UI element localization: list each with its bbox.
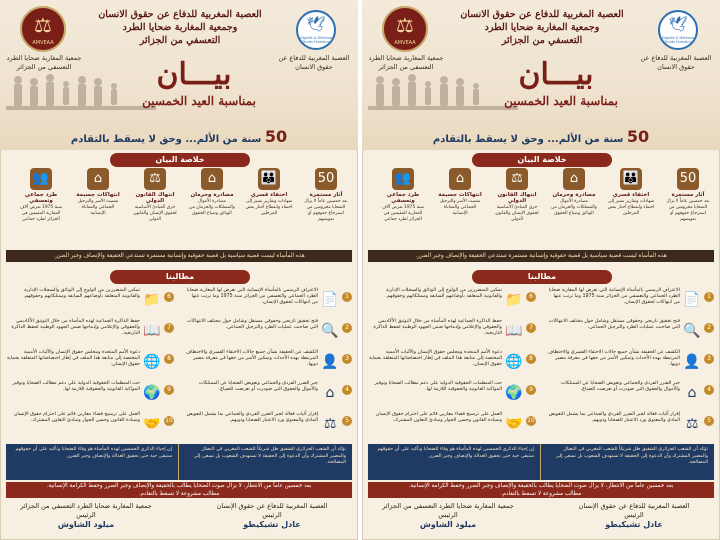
closing-text: بعد خمسين عاماً من الانتظار، لا يزال صوت الضحايا يطالب بالحقيقة والإنصاف وجبر الضرر وحفظ الكرامة الإنسانية. (408, 483, 674, 489)
signature-name: ميلود الشاوش (57, 520, 115, 529)
summary-row (8, 168, 350, 240)
logo-label: Dignité & Défense Droits Humains (300, 36, 332, 44)
slogan (30, 126, 328, 148)
statement-title: بيـــان (156, 57, 232, 92)
demands-heading: مطالبنا (472, 270, 612, 284)
signature-role: الرئيس (624, 511, 644, 519)
demand-item (546, 288, 714, 317)
demand-number: 3 (704, 354, 714, 364)
demand-item (184, 381, 352, 410)
league-logo (658, 10, 698, 50)
folder-icon: 📁 (143, 292, 161, 308)
scales-icon: ⚖ (685, 416, 699, 432)
summary-strip: هذه المأساة ليست قضية سياسية بل قضية حقوقية وإنسانية مستمرة تستدعي الحقيقة والإنصاف وجبر الضرر. (6, 250, 352, 262)
org-title-line: التعسفي من الجزائر (139, 35, 221, 46)
house-icon: ⌂ (201, 168, 223, 190)
org-title-line: التعسفي من الجزائر (501, 35, 583, 46)
org-title-line: وجمعية المغاربة ضحايا الطرد (122, 22, 238, 33)
summary-item (607, 168, 655, 240)
amveaa-logo (382, 6, 428, 52)
demand-item (368, 319, 536, 348)
demand-item (184, 412, 352, 441)
demand-number: 8 (164, 354, 174, 364)
logo-label: Dignité & Défense Droits Humains (662, 36, 694, 44)
globe-icon: 🌍 (505, 385, 523, 401)
footer-box (368, 444, 714, 480)
demand-item (6, 412, 174, 441)
demand-number: 9 (526, 385, 536, 395)
demand-text: حث المنظمات الحقوقية الدولية على دعم مطالب الضحايا وتوفير المواكبة القانونية والحقوقية اللازمة لها. (12, 381, 140, 393)
demand-text: الكشف عن الحقيقة بشأن جميع حالات الاختفاء القسري والاختطاف المرتبطة بهذه الأحداث وتمكين الأسر من حقها في معرفة مصير ذويها. (548, 350, 680, 368)
summary-item-text: سنة 1975 تعرض آلاف المغاربة المقيمين في الجزائر لطرد جماعي (381, 205, 425, 222)
demand-number: 5 (342, 416, 352, 426)
amveaa-logo (20, 6, 66, 52)
logo-label: AMVEAA (394, 40, 416, 46)
summary-item-text: تشتيت الأسر والترحيل الجماعي والمعاناة الإنسانية (77, 199, 119, 216)
demand-number: 4 (342, 385, 352, 395)
un-icon: 🌐 (505, 354, 523, 370)
poster-panel-right (362, 0, 720, 540)
demand-item (184, 288, 352, 317)
summary-item-title: مصادرة وحرمان (552, 192, 596, 198)
house-icon: ⌂ (563, 168, 585, 190)
demand-text: دعوة الأمم المتحدة ومجلس حقوق الإنسان والآليات الأممية المختصة إلى متابعة هذا الملف في إطار اختصاصاتها المتعلقة بحماية حقوق الإنسان. (368, 350, 502, 368)
demand-number: 7 (164, 323, 174, 333)
demand-text: حفظ الذاكرة الجماعية لهذه المأساة من خلال التوثيق الأكاديمي والحقوقي والإعلامي وإدماجها ضمن الجهود الوطنية لحفظ الذاكرة التاريخية. (373, 319, 502, 337)
closing-text: بعد خمسين عاماً من الانتظار، لا يزال صوت الضحايا يطالب بالحقيقة والإنصاف وجبر الضرر وحفظ الكرامة الإنسانية. (46, 483, 312, 489)
signature-role: الرئيس (262, 511, 282, 519)
slogan-number: 50 (264, 127, 288, 146)
demand-text: تمكين المتضررين من الولوج إلى الوثائق والسجلات الإدارية والقانونية المتعلقة بأوضاعهم السابقة وممتلكاتهم وحقوقهم. (23, 288, 140, 300)
demand-number: 6 (164, 292, 174, 302)
demand-item (6, 319, 174, 348)
side-caption-left: جمعية المغاربة ضحايا الطرد التعسفي من الجزائر (368, 54, 444, 71)
demand-text: الاعتراف الرسمي بالمأساة الإنسانية التي تعرض لها المغاربة ضحايا الطرد الجماعي والتعسفي من الجزائر سنة 1975 وما ترتب عنها من انتهاكات لحقوق الإنسان. (548, 288, 680, 306)
demand-number: 10 (527, 417, 535, 424)
demand-number: 5 (704, 416, 714, 426)
signature-org: العصبة المغربية للدفاع عن حقوق الإنسان (578, 502, 690, 510)
people-icon: 👥 (392, 168, 414, 190)
summary-item-title: انتهاك القانون الدولي (135, 192, 175, 204)
house-icon: ⌂ (325, 385, 335, 401)
summary-item-title: آثار مستمرة (309, 192, 343, 198)
side-caption-right: العصبة المغربية للدفاع عن حقوق الانسان (278, 54, 350, 71)
signature-2 (368, 502, 528, 529)
demand-item (546, 350, 714, 379)
summary-item (550, 168, 598, 240)
demand-text: تمكين المتضررين من الولوج إلى الوثائق والسجلات الإدارية والقانونية المتعلقة بأوضاعهم السابقة وممتلكاتهم وحقوقهم. (385, 288, 502, 300)
demand-text: دعوة الأمم المتحدة ومجلس حقوق الإنسان والآليات الأممية المختصة إلى متابعة هذا الملف في إطار اختصاصاتها المتعلقة بحماية حقوق الإنسان. (6, 350, 140, 368)
summary-item (131, 168, 179, 240)
poster-panel-left (0, 0, 358, 540)
summary-item (379, 168, 427, 240)
demand-text: حث المنظمات الحقوقية الدولية على دعم مطالب الضحايا وتوفير المواكبة القانونية والحقوقية اللازمة لها. (374, 381, 502, 393)
summary-item (188, 168, 236, 240)
scale-icon: ⚖ (34, 13, 52, 37)
demand-number: 7 (526, 323, 536, 333)
footer-text-right: تؤكد أن الشعب الجزائري الشقيق ظل شريكاً للشعب المغربي في النضال والمصير المشترك وأن الدعوة إلى الحقيقة لا تستهدف الشعوب بل تسعى إلى المصالحة. (193, 447, 346, 465)
demand-item (368, 381, 536, 410)
summary-item-text: بعد خمسين عاماً لا يزال الضحايا محرومين من استرجاع حقوقهم أو تعويضهم (304, 199, 348, 222)
signature-name: عادل تشيكيطو (605, 520, 663, 529)
signature-name: ميلود الشاوش (419, 520, 477, 529)
summary-item (493, 168, 541, 240)
un-icon: 🌐 (143, 354, 161, 370)
slogan (392, 126, 690, 148)
demand-item (546, 319, 714, 348)
demand-item (184, 319, 352, 348)
summary-item (74, 168, 122, 240)
calendar-icon: 50 (315, 168, 337, 190)
demand-text: جبر الضرر الفردي والجماعي وتعويض الضحايا عن الممتلكات والأموال والحقوق التي صودرت أو تعرضت للضياع. (560, 381, 680, 393)
summary-item-title: اختفاء قسري (612, 192, 650, 198)
demand-item (546, 412, 714, 441)
demand-item (368, 412, 536, 441)
logo-label: AMVEAA (32, 40, 54, 46)
signature-name: عادل تشيكيطو (243, 520, 301, 529)
summary-item (17, 168, 65, 240)
signature-1 (192, 502, 352, 529)
demand-number: 6 (526, 292, 536, 302)
demand-text: إقرار آليات فعالة لجبر الضرر الفردي والجماعي بما يشمل التعويض المادي والمعنوي ورد الاعتبار للضحايا وذويهم. (186, 412, 318, 424)
book-icon: 📖 (505, 323, 523, 339)
magnifier-icon: 🔍 (321, 323, 339, 339)
demand-text: العمل على ترسيخ فضاء مغاربي قائم على احترام حقوق الإنسان وسيادة القانون وحسن الجوار ومبادئ التعاون المشترك. (13, 412, 140, 424)
summary-item-text: خرق المبادئ الأساسية لحقوق الإنسان والقانون الدولي (495, 205, 539, 222)
scales-icon: ⚖ (323, 416, 337, 432)
summary-item-text: بعد خمسين عاماً لا يزال الضحايا محرومين من استرجاع حقوقهم أو تعويضهم (666, 199, 710, 222)
summary-item-title: انتهاك القانون الدولي (497, 192, 537, 204)
summary-item-text: تشتيت الأسر والترحيل الجماعي والمعاناة الإنسانية (439, 199, 481, 216)
org-title-line: العصبة المغربية للدفاع عن حقوق الانسان (460, 9, 624, 20)
signature-role: الرئيس (438, 511, 458, 519)
occasion-subtitle: بمناسبة العيد الخمسين (142, 94, 256, 108)
org-title (432, 8, 652, 47)
demand-number: 10 (165, 417, 173, 424)
family-icon: 👪 (620, 168, 642, 190)
signature-role: الرئيس (76, 511, 96, 519)
summary-item-title: مصادرة وحرمان (190, 192, 234, 198)
scale-icon: ⚖ (396, 13, 414, 37)
summary-item (245, 168, 293, 240)
org-title-line: وجمعية المغاربة ضحايا الطرد (484, 22, 600, 33)
demand-number: 3 (342, 354, 352, 364)
summary-item-text: مصادرة الأموال والممتلكات والحرمان من الوثائق وضياع الحقوق (551, 199, 597, 216)
demands-heading: مطالبنا (110, 270, 250, 284)
demand-item (368, 350, 536, 379)
demand-item (546, 381, 714, 410)
demand-number: 1 (342, 292, 352, 302)
summary-item-title: طرد جماعي وتعسفي (386, 192, 420, 204)
footer-text-right: تؤكد أن الشعب الجزائري الشقيق ظل شريكاً للشعب المغربي في النضال والمصير المشترك وأن الدعوة إلى الحقيقة لا تستهدف الشعوب بل تسعى إلى المصالحة. (555, 447, 708, 465)
demand-number: 4 (704, 385, 714, 395)
summary-item-text: خرق المبادئ الأساسية لحقوق الإنسان والقانون الدولي (133, 205, 177, 222)
org-title-line: العصبة المغربية للدفاع عن حقوق الانسان (98, 9, 262, 20)
occasion-subtitle: بمناسبة العيد الخمسين (504, 94, 618, 108)
summary-row (370, 168, 712, 240)
demand-text: إقرار آليات فعالة لجبر الضرر الفردي والجماعي بما يشمل التعويض المادي والمعنوي ورد الاعتبار للضحايا وذويهم. (548, 412, 680, 424)
poster-header (0, 0, 358, 150)
demand-text: فتح تحقيق تاريخي وحقوقي مستقل وشامل حول مختلف الانتهاكات التي صاحبت عمليات الطرد والترحيل الجماعي. (548, 319, 680, 331)
summary-item-text: شهادات وتقارير تشير إلى اختفاء وانقطاع أخبار بعض المرحلين (245, 199, 293, 216)
side-caption-right: العصبة المغربية للدفاع عن حقوق الانسان (640, 54, 712, 71)
closing-banner (368, 482, 714, 498)
league-logo (296, 10, 336, 50)
demand-text: العمل على ترسيخ فضاء مغاربي قائم على احترام حقوق الإنسان وسيادة القانون وحسن الجوار ومبادئ التعاون المشترك. (375, 412, 502, 424)
demand-number: 8 (526, 354, 536, 364)
poster-header (362, 0, 720, 150)
person-icon: 👤 (321, 354, 339, 370)
slogan-number: 50 (626, 127, 650, 146)
summary-item-text: مصادرة الأموال والممتلكات والحرمان من الوثائق وضياع الحقوق (189, 199, 235, 216)
side-caption-left: جمعية المغاربة ضحايا الطرد التعسفي من الجزائر (6, 54, 82, 71)
slogan-text: سنة من الألم... وحق لا يسقط بالتقادم (70, 134, 262, 145)
document-icon: 📄 (321, 292, 339, 308)
demand-text: الاعتراف الرسمي بالمأساة الإنسانية التي تعرض لها المغاربة ضحايا الطرد الجماعي والتعسفي من الجزائر سنة 1975 وما ترتب عنها من انتهاكات لحقوق الإنسان. (186, 288, 318, 306)
signature-org: جمعية المغاربة ضحايا الطرد التعسفي من الجزائر (20, 502, 152, 510)
demand-number: 9 (164, 385, 174, 395)
demand-text: الكشف عن الحقيقة بشأن جميع حالات الاختفاء القسري والاختطاف المرتبطة بهذه الأحداث وتمكين الأسر من حقها في معرفة مصير ذويها. (186, 350, 318, 368)
handshake-icon: 🤝 (505, 416, 523, 432)
summary-item-text: سنة 1975 تعرض آلاف المغاربة المقيمين في الجزائر لطرد جماعي (19, 205, 63, 222)
summary-item-title: انتهاكات جسيمة (438, 192, 482, 198)
balance-icon: ⚖ (506, 168, 528, 190)
closing-subtext: مطالب مشروعة لا تسقط بالتقادم. (500, 491, 582, 497)
summary-item (436, 168, 484, 240)
demand-number: 2 (342, 323, 352, 333)
demands-column-2 (368, 288, 536, 443)
magnifier-icon: 🔍 (683, 323, 701, 339)
house-icon: ⌂ (687, 385, 697, 401)
footer-text-left: إن إحياء الذكرى الخمسين لهذه المأساة هو وفاء للضحايا وتأكيد على أن حقوقهم ستبقى حية حتى تحقيق العدالة والإنصاف وجبر الضرر. (368, 444, 541, 480)
dove-icon: 🕊 (306, 15, 326, 33)
summary-item-title: اختفاء قسري (250, 192, 288, 198)
document-icon: 📄 (683, 292, 701, 308)
person-icon: 👤 (683, 354, 701, 370)
summary-item-title: آثار مستمرة (671, 192, 705, 198)
slogan-text: سنة من الألم... وحق لا يسقط بالتقادم (432, 134, 624, 145)
demands-column-1 (184, 288, 352, 443)
book-icon: 📖 (143, 323, 161, 339)
statement-title: بيـــان (518, 57, 594, 92)
demand-number: 1 (704, 292, 714, 302)
globe-icon: 🌍 (143, 385, 161, 401)
closing-banner (6, 482, 352, 498)
signature-org: العصبة المغربية للدفاع عن حقوق الإنسان (216, 502, 328, 510)
family-icon: 👪 (258, 168, 280, 190)
demands-column-1 (546, 288, 714, 443)
summary-item (302, 168, 350, 240)
signature-2 (6, 502, 166, 529)
summary-item-title: انتهاكات جسيمة (76, 192, 120, 198)
summary-heading: خلاصة البيان (110, 153, 250, 167)
demand-item (6, 350, 174, 379)
demands-column-2 (6, 288, 174, 443)
balance-icon: ⚖ (144, 168, 166, 190)
demand-item (6, 288, 174, 317)
summary-strip: هذه المأساة ليست قضية سياسية بل قضية حقوقية وإنسانية مستمرة تستدعي الحقيقة والإنصاف وجبر الضرر. (368, 250, 714, 262)
org-title (70, 8, 290, 47)
summary-item (664, 168, 712, 240)
people-icon: 👥 (30, 168, 52, 190)
footer-box (6, 444, 352, 480)
demand-item (184, 350, 352, 379)
demand-text: جبر الضرر الفردي والجماعي وتعويض الضحايا عن الممتلكات والأموال والحقوق التي صودرت أو تعرضت للضياع. (198, 381, 318, 393)
signature-org: جمعية المغاربة ضحايا الطرد التعسفي من الجزائر (382, 502, 514, 510)
footer-text-left: إن إحياء الذكرى الخمسين لهذه المأساة هو وفاء للضحايا وتأكيد على أن حقوقهم ستبقى حية حتى تحقيق العدالة والإنصاف وجبر الضرر. (6, 444, 179, 480)
calendar-icon: 50 (677, 168, 699, 190)
dove-icon: 🕊 (668, 15, 688, 33)
broken-house-icon: ⌂ (87, 168, 109, 190)
demand-item (368, 288, 536, 317)
summary-item-title: طرد جماعي وتعسفي (24, 192, 58, 204)
summary-heading: خلاصة البيان (472, 153, 612, 167)
demand-number: 2 (704, 323, 714, 333)
broken-house-icon: ⌂ (449, 168, 471, 190)
folder-icon: 📁 (505, 292, 523, 308)
closing-subtext: مطالب مشروعة لا تسقط بالتقادم. (138, 491, 220, 497)
demand-text: حفظ الذاكرة الجماعية لهذه المأساة من خلال التوثيق الأكاديمي والحقوقي والإعلامي وإدماجها ضمن الجهود الوطنية لحفظ الذاكرة التاريخية. (11, 319, 140, 337)
demand-text: فتح تحقيق تاريخي وحقوقي مستقل وشامل حول مختلف الانتهاكات التي صاحبت عمليات الطرد والترحيل الجماعي. (186, 319, 318, 331)
handshake-icon: 🤝 (143, 416, 161, 432)
summary-item-text: شهادات وتقارير تشير إلى اختفاء وانقطاع أخبار بعض المرحلين (607, 199, 655, 216)
signature-1 (554, 502, 714, 529)
demand-item (6, 381, 174, 410)
